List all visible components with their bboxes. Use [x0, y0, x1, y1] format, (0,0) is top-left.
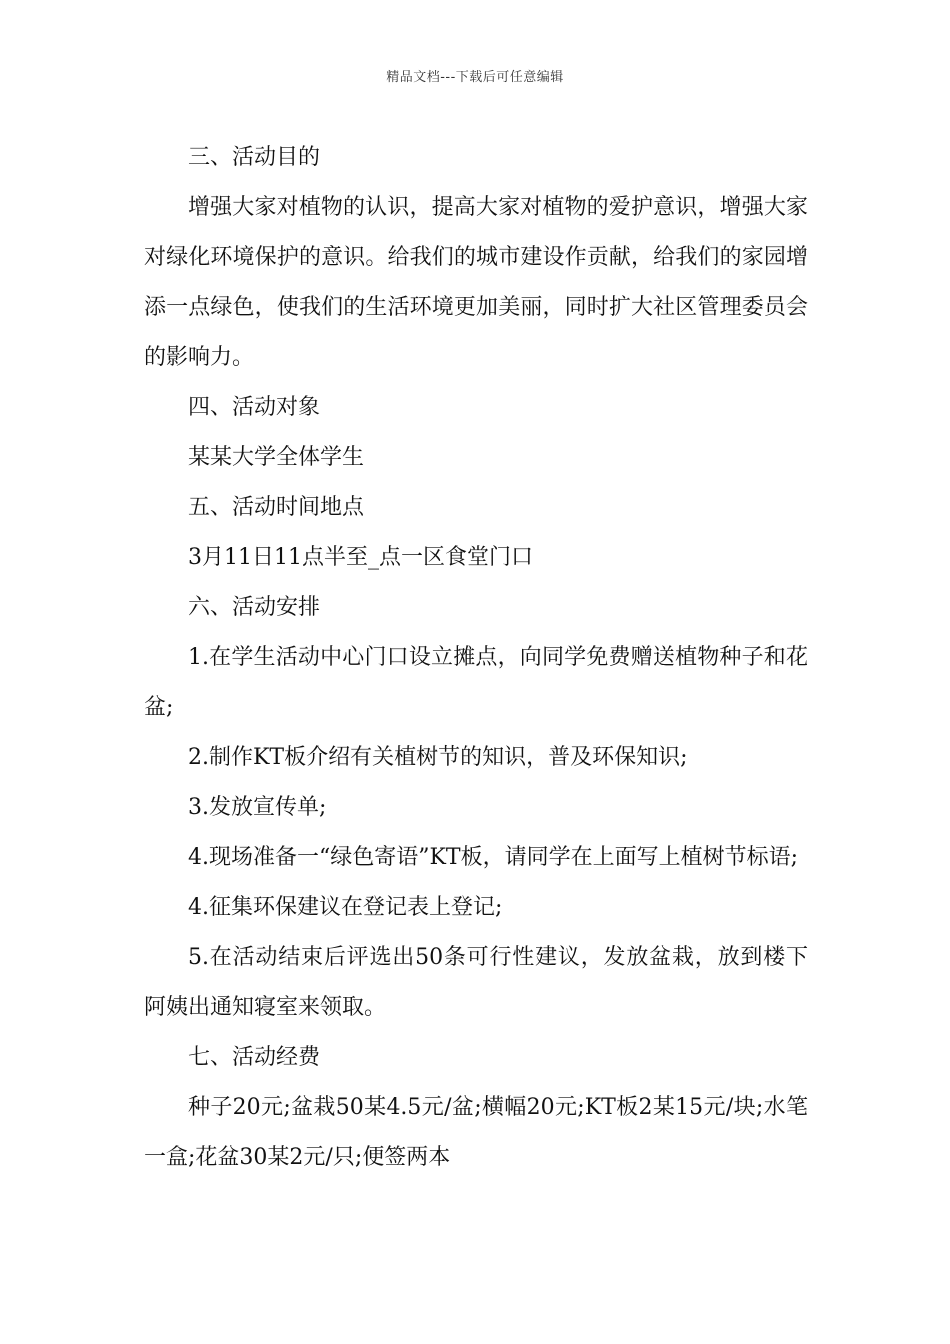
- budget-paragraph: 种子20元;盆栽50某4.5元/盆;横幅20元;KT板2某15元/块;水笔一盒;花盆30某2元/只;便签两本: [144, 1095, 808, 1170]
- time-place-paragraph: 3月11日11点半至_点一区食堂门口: [188, 545, 533, 570]
- page-header: 精品文档---下载后可任意编辑: [386, 70, 564, 85]
- arrangement-item-3: 3.发放宣传单;: [188, 795, 327, 820]
- arrangement-item-5: 5.在活动结束后评选出50条可行性建议，发放盆栽，放到楼下阿姨出通知寝室来领取。: [144, 945, 808, 1020]
- arrangement-item-2: 2.制作KT板介绍有关植树节的知识，普及环保知识;: [188, 745, 688, 770]
- arrangement-item-4b: 4.征集环保建议在登记表上登记;: [188, 895, 503, 920]
- section-heading-time-place: 五、活动时间地点: [188, 495, 365, 520]
- audience-paragraph: 某某大学全体学生: [188, 445, 365, 470]
- section-heading-budget: 七、活动经费: [188, 1045, 321, 1070]
- document-body: [144, 133, 808, 1183]
- arrangement-item-1: 1.在学生活动中心门口设立摊点，向同学免费赠送植物种子和花盆;: [144, 645, 808, 720]
- section-heading-arrangement: 六、活动安排: [188, 595, 321, 620]
- purpose-paragraph: 增强大家对植物的认识，提高大家对植物的爱护意识，增强大家对绿化环境保护的意识。给我们的城市建设作贡献，给我们的家园增添一点绿色，使我们的生活环境更加美丽，同时扩大社区管理委员会的影响力。: [144, 195, 808, 370]
- arrangement-item-4a: 4.现场准备一“绿色寄语”KT板，请同学在上面写上植树节标语;: [188, 845, 799, 870]
- section-heading-purpose: 三、活动目的: [188, 145, 321, 170]
- section-heading-audience: 四、活动对象: [188, 395, 321, 420]
